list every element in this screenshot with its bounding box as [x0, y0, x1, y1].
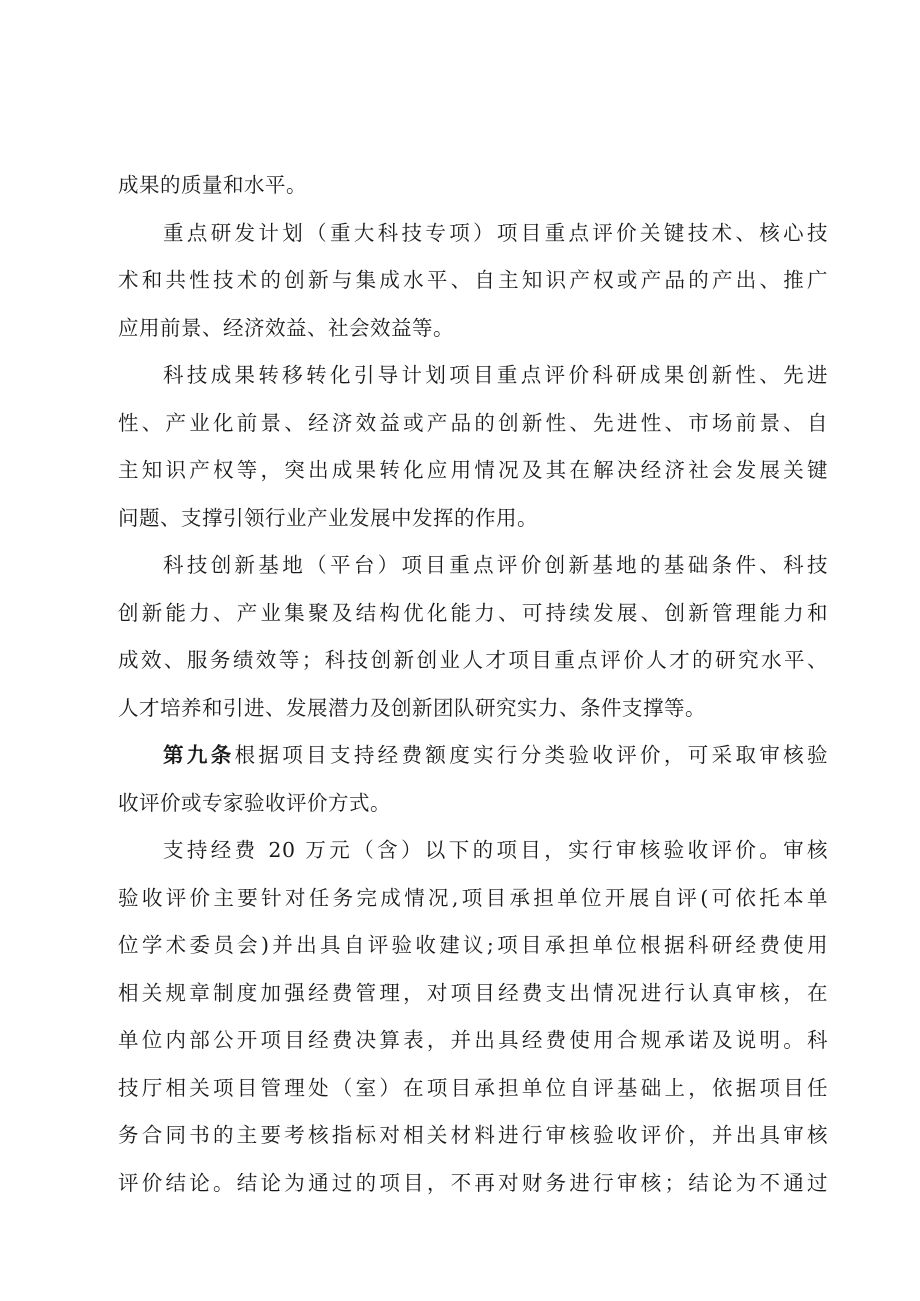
text-line: 收评价或专家验收评价方式。 — [118, 790, 391, 815]
text-line: 术和共性技术的创新与集成水平、自主知识产权或产品的产出、推广 — [118, 268, 828, 292]
text-line: 务合同书的主要考核指标对相关材料进行审核验收评价，并出具审核 — [118, 1123, 828, 1147]
text-line: 验收评价主要针对任务完成情况,项目承担单位开展自评(可依托本单 — [118, 885, 828, 910]
article-number: 第九条 — [163, 743, 235, 767]
text-line: 科技创新基地（平台）项目重点评价创新基地的基础条件、科技 — [163, 553, 828, 577]
text-line: 科技成果转移转化引导计划项目重点评价科研成果创新性、先进 — [163, 363, 828, 387]
text-line: 支持经费 20 万元（含）以下的项目，实行审核验收评价。审核 — [163, 838, 828, 862]
text-line: 评价结论。结论为通过的项目，不再对财务进行审核；结论为不通过 — [118, 1170, 828, 1195]
text-line: 成果的质量和水平。 — [118, 173, 307, 197]
article-heading-line: 第九条根据项目支持经费额度实行分类验收评价，可采取审核验 — [163, 743, 829, 767]
text-line: 技厅相关项目管理处（室）在项目承担单位自评基础上，依据项目任 — [118, 1075, 828, 1100]
text-line: 性、产业化前景、经济效益或产品的创新性、先进性、市场前景、自 — [118, 410, 828, 435]
text-line: 重点研发计划（重大科技专项）项目重点评价关键技术、核心技 — [163, 220, 828, 245]
text-line: 问题、支撑引领行业产业发展中发挥的作用。 — [118, 505, 538, 530]
text-line: 应用前景、经济效益、社会效益等。 — [118, 315, 454, 340]
document-body — [118, 162, 828, 1207]
text-line: 创新能力、产业集聚及结构优化能力、可持续发展、创新管理能力和 — [118, 600, 828, 625]
text-line: 单位内部公开项目经费决算表，并出具经费使用合规承诺及说明。科 — [118, 1028, 828, 1052]
text-line: 成效、服务绩效等；科技创新创业人才项目重点评价人才的研究水平、 — [118, 648, 828, 672]
text-line: 位学术委员会)并出具自评验收建议;项目承担单位根据科研经费使用 — [118, 933, 828, 957]
text-line: 主知识产权等，突出成果转化应用情况及其在解决经济社会发展关键 — [118, 458, 828, 482]
text-line: 相关规章制度加强经费管理，对项目经费支出情况进行认真审核，在 — [118, 980, 828, 1005]
text-line: 人才培养和引进、发展潜力及创新团队研究实力、条件支撑等。 — [118, 695, 706, 720]
